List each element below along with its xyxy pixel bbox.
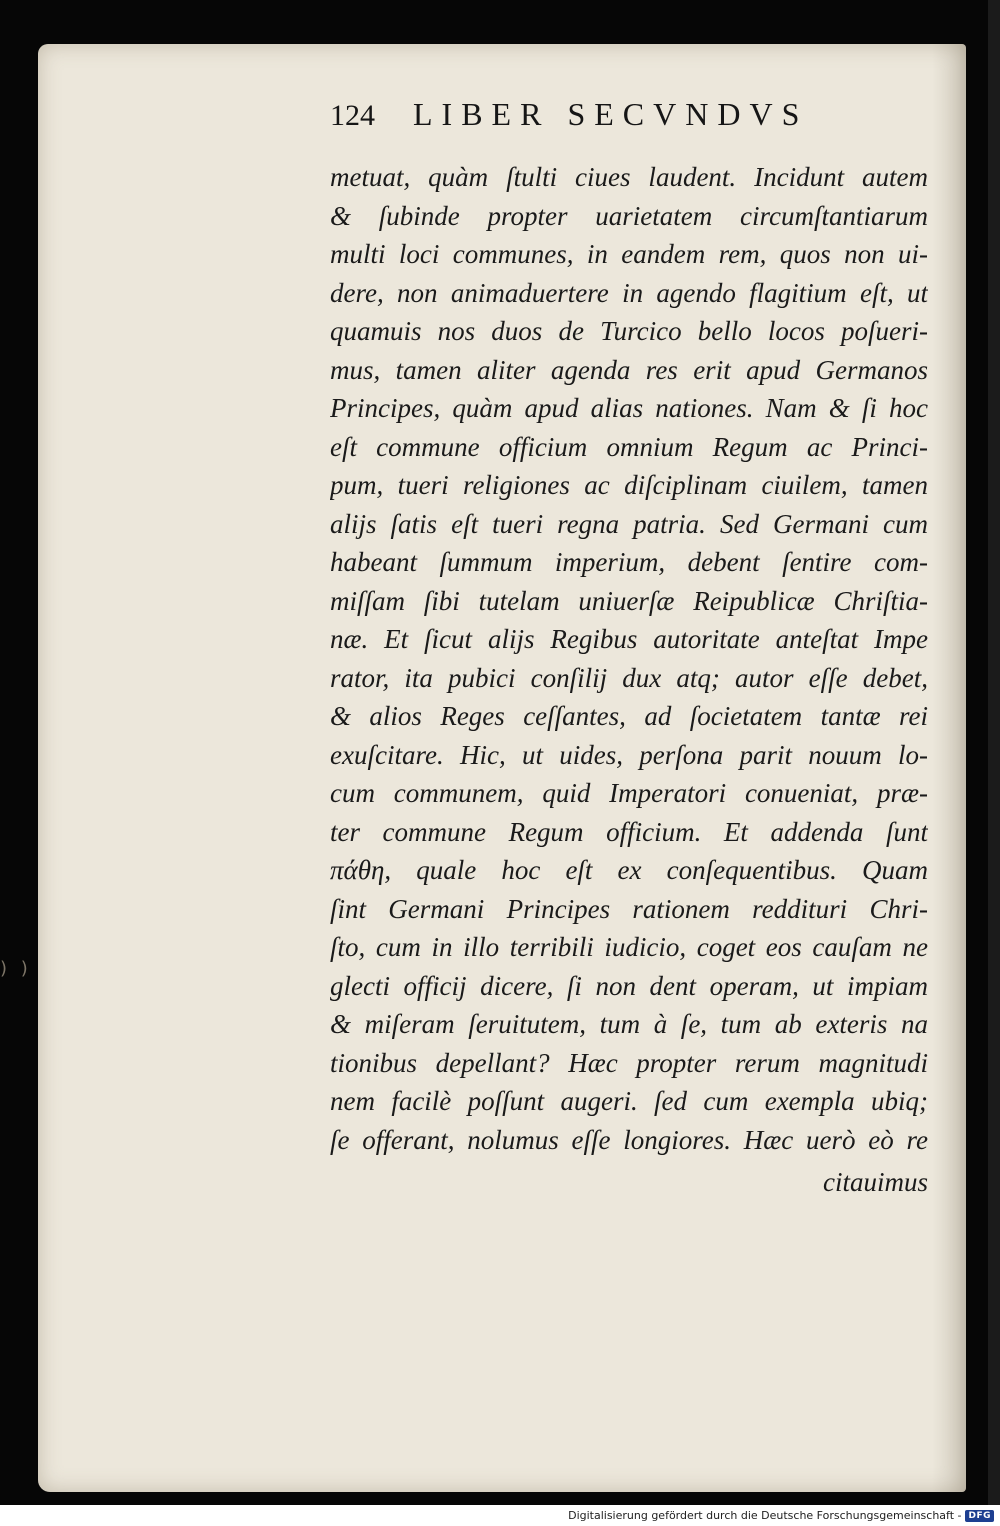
text-line: dere, non animaduertere in agendo flagitium eſt, ut xyxy=(330,277,928,308)
funding-note: Digitalisierung gefördert durch die Deutsche Forschungsgemeinschaft - xyxy=(568,1509,962,1522)
running-title: LIBER SECVNDVS xyxy=(413,96,809,132)
text-block xyxy=(330,158,928,1202)
dfg-logo: DFG xyxy=(965,1510,994,1522)
text-line: pum, tueri religiones ac diſciplinam ciuilem, tamen xyxy=(330,470,928,500)
catchword: citauimus xyxy=(823,1167,928,1197)
margin-marks: ) ) xyxy=(0,958,32,979)
text-line: mus, tamen aliter agenda res erit apud Germanos xyxy=(330,354,928,385)
text-line: tionibus depellant? Hæc propter rerum magnitudi xyxy=(330,1047,928,1078)
text-line: ſto, cum in illo terribili iudicio, coget eos cauſam ne xyxy=(330,932,928,962)
text-line: & alios Reges ceſſantes, ad ſocietatem tantæ rei xyxy=(330,701,928,731)
text-line: & ſubinde propter uarietatem circumſtantiarum xyxy=(330,200,928,231)
text-line: rator, ita pubici conſilij dux atq; autor eſſe debet, xyxy=(330,662,928,693)
footer-bar xyxy=(0,1505,1000,1526)
text-line: ſe offerant, nolumus eſſe longiores. Hæc uerò eò re xyxy=(330,1124,928,1155)
text-line: glecti officij dicere, ſi non dent operam, ut impiam xyxy=(330,970,928,1001)
text-line: ſint Germani Principes rationem reddituri Chri- xyxy=(330,893,928,924)
page-number: 124 xyxy=(330,99,375,132)
text-line: ter commune Regum officium. Et addenda ſunt xyxy=(330,816,928,847)
text-line: habeant ſummum imperium, debent ſentire com- xyxy=(330,547,928,577)
scan-edge-strip xyxy=(988,0,1000,1505)
text-line: exuſcitare. Hic, ut uides, perſona parit nouum lo- xyxy=(330,739,928,770)
text-line: eſt commune officium omnium Regum ac Princi- xyxy=(330,431,928,462)
text-line: quamuis nos duos de Turcico bello locos poſueri- xyxy=(330,316,928,346)
text-line: cum communem, quid Imperatori conueniat, præ- xyxy=(330,778,928,808)
text-line: Principes, quàm apud alias nationes. Nam & ſi hoc xyxy=(330,393,928,423)
text-line: alijs ſatis eſt tueri regna patria. Sed Germani cum xyxy=(330,508,928,539)
text-line: metuat, quàm ſtulti ciues laudent. Incidunt autem xyxy=(330,162,928,192)
text-line: næ. Et ſicut alijs Regibus autoritate anteſtat Impe xyxy=(330,624,928,654)
text-line: miſſam ſibi tutelam uniuerſæ Reipublicæ Chriſtia- xyxy=(330,585,928,616)
text-line: πάθη, quale hoc eſt ex conſequentibus. Quam xyxy=(330,855,928,885)
text-line: multi loci communes, in eandem rem, quos non ui- xyxy=(330,239,928,269)
running-head xyxy=(330,96,900,140)
text-line: & miſeram ſeruitutem, tum à ſe, tum ab exteris na xyxy=(330,1009,928,1039)
text-line: nem facilè poſſunt augeri. ſed cum exempla ubiq; xyxy=(330,1086,928,1116)
